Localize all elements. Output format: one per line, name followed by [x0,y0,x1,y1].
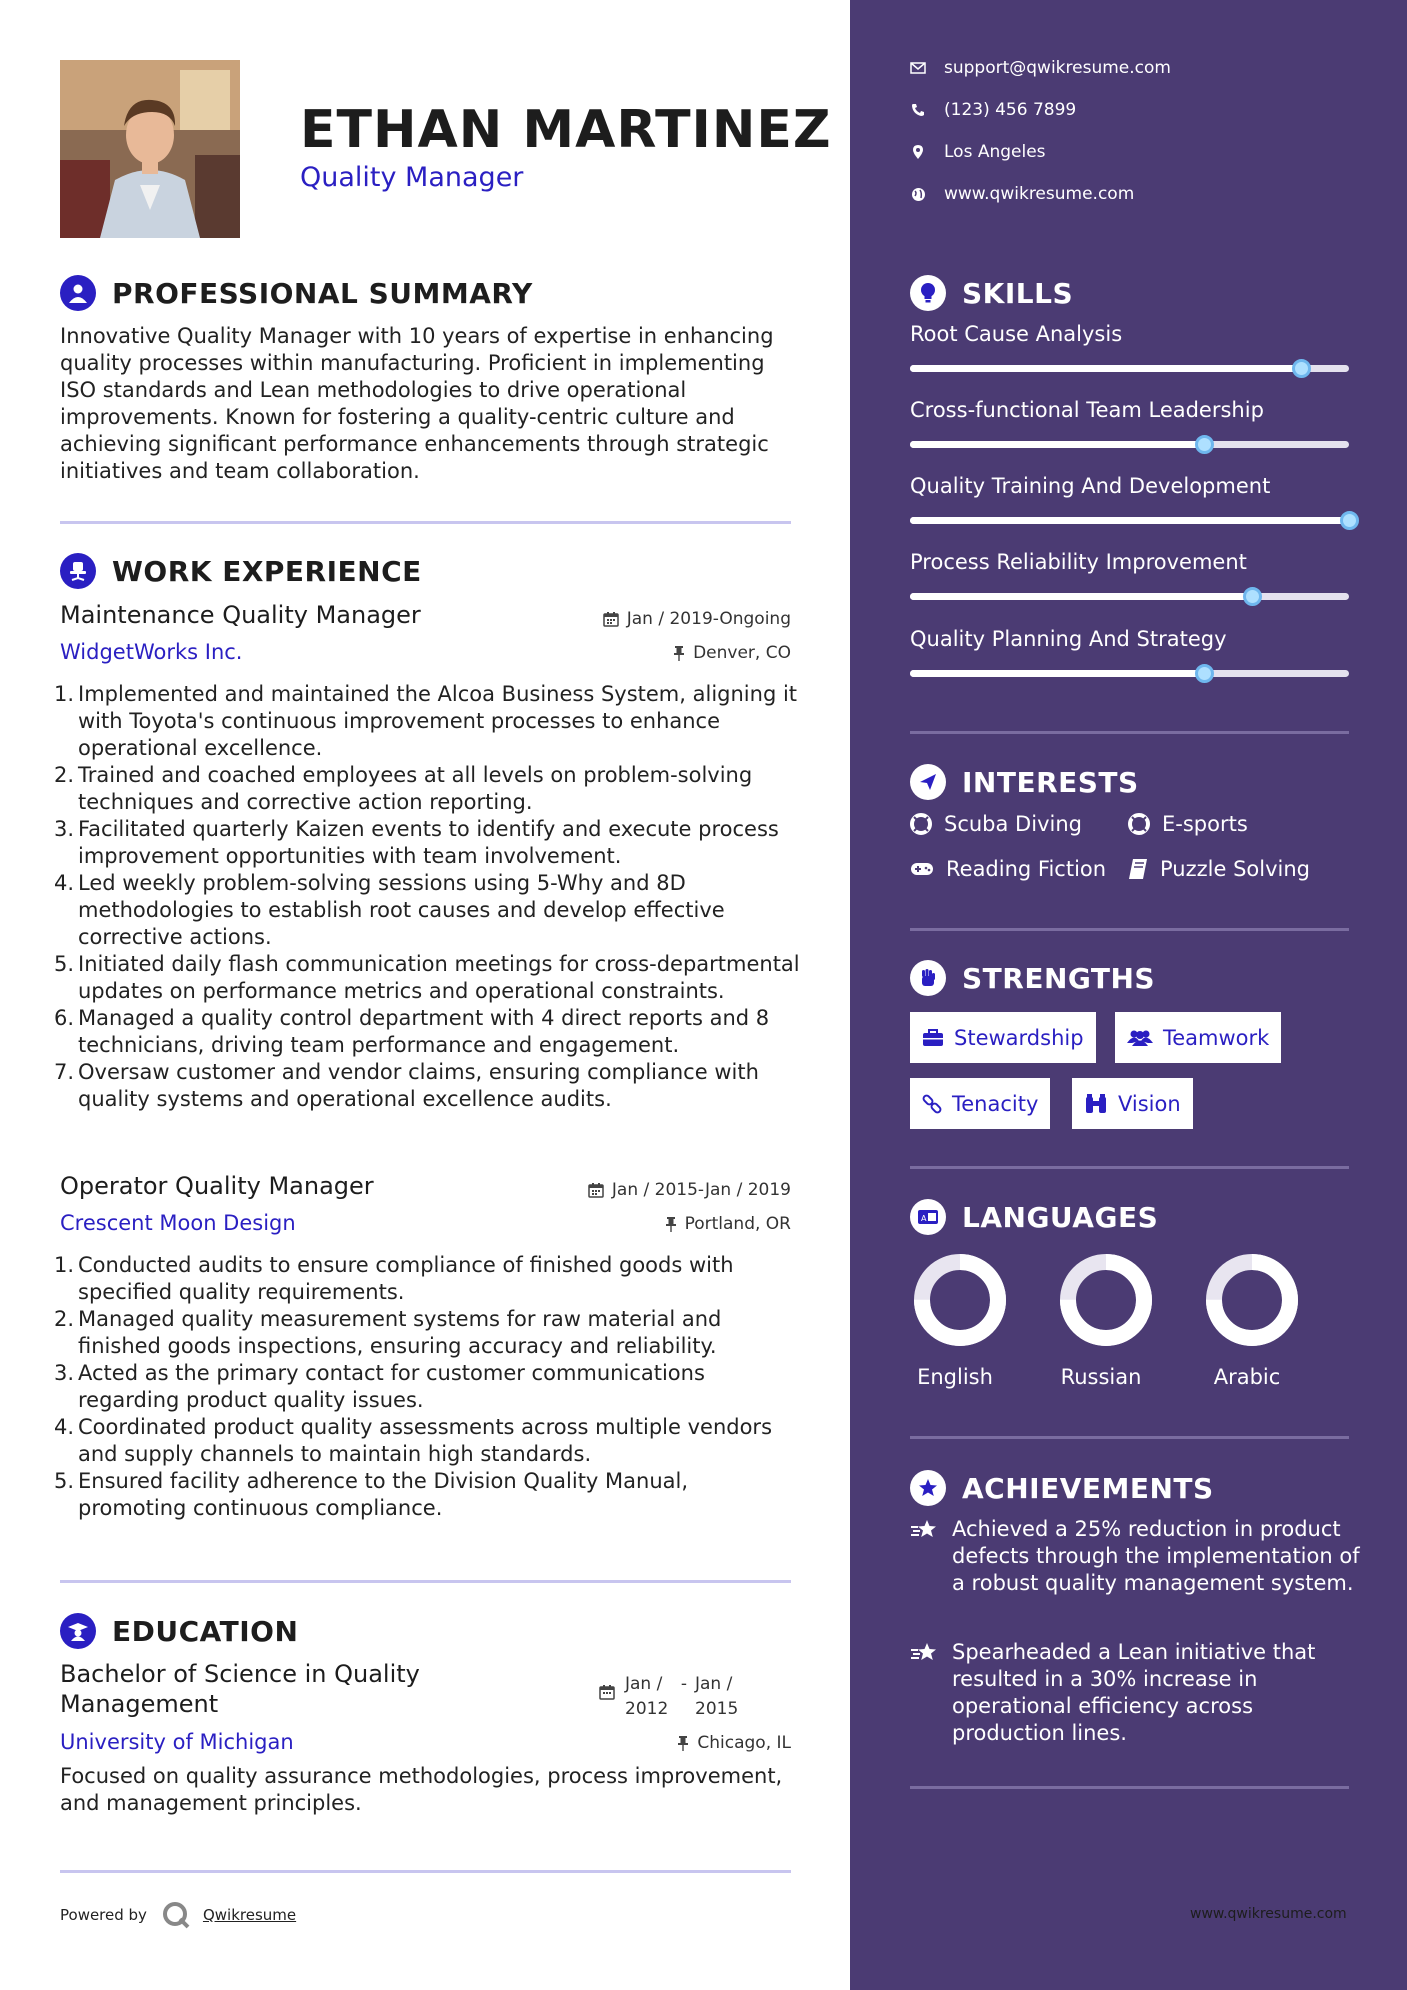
interest-label: Reading Fiction [946,857,1107,881]
profile-photo [60,60,240,238]
footer-site[interactable]: www.qwikresume.com [1190,1906,1347,1922]
shooting-star-icon [910,1518,938,1542]
skill-bar-fill [910,670,1204,677]
list-item: Oversaw customer and vendor claims, ensuring compliance with quality systems and operational excellence audits. [78,1060,759,1111]
skill-bar [910,670,1349,677]
job-duties [60,1252,800,1522]
skill-bar-fill [910,441,1204,448]
divider [910,1786,1349,1789]
skill-bar-fill [910,365,1301,372]
education-title: EDUCATION [112,1614,299,1648]
education-end-date: Jan / 2015 [695,1674,739,1719]
envelope-icon [910,62,926,74]
interest-item [1128,857,1310,881]
calendar-icon [588,1182,604,1198]
skill-level-knob [1195,664,1214,683]
divider [910,731,1349,734]
website-text: www.qwikresume.com [944,184,1135,204]
date-separator: - [680,1674,688,1694]
achievement-text: Achieved a 25% reduction in product defects through the implementation of a robust quality management system. [952,1517,1360,1595]
footer-powered [60,1900,296,1930]
contact-website[interactable] [910,184,1134,204]
graduate-icon [60,1613,96,1649]
list-item: Initiated daily flash communication meetings for cross-departmental updates on performance metrics and operational constraints. [78,952,800,1003]
language-label: Arabic [1213,1365,1281,1389]
experience-heading [60,553,422,589]
divider [60,1870,791,1873]
sidebar [850,0,1407,1990]
user-icon [60,275,96,311]
qwikresume-link[interactable]: Qwikresume [202,1906,297,1924]
divider [60,521,791,524]
link-icon [922,1094,942,1114]
summary-heading [60,275,533,311]
job-location [665,1214,791,1234]
svg-text:A: A [921,1214,927,1223]
skill-bar [910,441,1349,448]
languages-heading [910,1199,1158,1235]
gamepad-icon [910,861,934,877]
summary-text: Innovative Quality Manager with 10 years of expertise in enhancing quality processes within manufacturing. Proficient in implementing ISO standards and Lean methodologies to drive operational improvements. Known for fostering a quality-centric culture and achieving significant performance enhancements through strategic initiatives and team collaboration. [60,324,774,483]
job-company: Crescent Moon Design [60,1211,296,1235]
skills-heading [910,275,1073,311]
globe-icon [910,187,926,202]
skill-bar-fill [910,593,1252,600]
job-company: WidgetWorks Inc. [60,640,243,664]
powered-by-label: Powered by [60,1906,147,1924]
strength-label: Tenacity [952,1091,1039,1116]
experience-title: WORK EXPERIENCE [112,554,422,588]
strengths-heading [910,960,1155,996]
job-role: Maintenance Quality Manager [60,601,421,629]
map-marker-icon [910,144,926,160]
education-date [599,1672,743,1722]
education-location-text: Chicago, IL [697,1733,791,1753]
divider [910,1166,1349,1169]
interests-heading [910,764,1139,800]
job-date-text: Jan / 2019-Ongoing [626,609,791,629]
degree: Bachelor of Science in Quality Management [60,1660,420,1718]
skill-bar [910,365,1349,372]
job-location [673,643,791,663]
education-start-date: Jan / 2012 [625,1674,669,1719]
contact-phone[interactable] [910,100,1076,120]
strength-badge [1115,1012,1281,1063]
interest-label: Scuba Diving [944,812,1082,836]
skill-bar [910,593,1349,600]
list-item: Ensured facility adherence to the Division Quality Manual, promoting continuous compliance. [78,1469,689,1520]
strength-badge [1072,1078,1193,1129]
list-item: Managed a quality control department with 4 direct reports and 8 technicians, driving team performance and engagement. [78,1006,770,1057]
language-ring [1197,1250,1307,1354]
skill-label: Quality Training And Development [910,474,1271,498]
interest-item [1128,812,1248,836]
strengths-title: STRENGTHS [962,961,1156,995]
job-location-text: Denver, CO [693,643,791,663]
skill-level-knob [1243,587,1262,606]
school: University of Michigan [60,1730,294,1754]
education-text: Focused on quality assurance methodologies, process improvement, and management principles. [60,1764,783,1815]
skill-level-knob [1340,511,1359,530]
language-ring [1051,1250,1161,1354]
candidate-name: ETHAN MARTINEZ [300,100,832,160]
education-heading [60,1613,298,1649]
binoculars-icon [1084,1094,1108,1114]
lightbulb-icon [910,275,946,311]
translate-icon [910,1199,946,1235]
skill-label: Cross-functional Team Leadership [910,398,1264,422]
job-date [603,609,791,629]
strength-label: Teamwork [1163,1025,1270,1050]
job-date [588,1180,791,1200]
language-label: Russian [1060,1365,1142,1389]
achievements-heading [910,1470,1214,1506]
strength-label: Vision [1118,1091,1181,1116]
list-item: Conducted audits to ensure compliance of finished goods with specified quality requirements. [78,1253,734,1304]
job-role: Operator Quality Manager [60,1172,374,1200]
star-badge-icon [910,1470,946,1506]
life-ring-icon [910,813,932,835]
paper-plane-icon [910,764,946,800]
life-ring-icon [1128,813,1150,835]
achievements-title: ACHIEVEMENTS [962,1471,1214,1505]
users-icon [1127,1029,1153,1047]
list-item: Facilitated quarterly Kaizen events to identify and execute process improvement opportunities with team involvement. [78,817,779,868]
list-item: Led weekly problem-solving sessions using 5-Why and 8D methodologies to establish root causes and develop effective corrective actions. [78,871,725,949]
contact-location [910,142,1046,162]
language-ring [905,1250,1015,1354]
shooting-star-icon [910,1641,938,1665]
skill-bar [910,517,1349,524]
skill-label: Root Cause Analysis [910,322,1123,346]
interest-item [910,857,1106,881]
strength-badge [910,1012,1096,1063]
contact-email[interactable] [910,58,1171,78]
briefcase-icon [922,1029,944,1047]
achievement-item [910,1639,1360,1747]
list-item: Implemented and maintained the Alcoa Business System, aligning it with Toyota's continuous improvement processes to enhance operational excellence. [78,682,798,760]
strength-badge [910,1078,1050,1129]
languages-title: LANGUAGES [962,1200,1159,1234]
phone-icon [910,103,926,117]
divider [910,1436,1349,1439]
summary-title: PROFESSIONAL SUMMARY [112,276,533,310]
job-duties [60,681,800,1113]
pin-icon [677,1735,689,1751]
qwikresume-logo-icon [161,1900,191,1930]
office-chair-icon [60,553,96,589]
list-item: Coordinated product quality assessments across multiple vendors and supply channels to maintain high standards. [78,1415,773,1466]
job-location-text: Portland, OR [684,1214,791,1234]
interests-title: INTERESTS [962,765,1139,799]
achievement-text: Spearheaded a Lean initiative that resulted in a 30% increase in operational efficiency across production lines. [952,1640,1316,1745]
calendar-icon [599,1684,615,1700]
skill-label: Quality Planning And Strategy [910,627,1227,651]
book-icon [1128,858,1148,880]
calendar-icon [603,611,619,627]
email-text: support@qwikresume.com [944,58,1171,78]
skill-label: Process Reliability Improvement [910,550,1247,574]
fist-icon [910,960,946,996]
job-date-text: Jan / 2015-Jan / 2019 [611,1180,791,1200]
education-location [677,1733,791,1753]
divider [910,928,1349,931]
achievement-item [910,1516,1360,1597]
strength-label: Stewardship [954,1025,1084,1050]
list-item: Acted as the primary contact for customer communications regarding product quality issues. [78,1361,705,1412]
interest-item [910,812,1082,836]
pin-icon [673,645,685,661]
candidate-title: Quality Manager [300,162,524,193]
divider [60,1580,791,1583]
skills-title: SKILLS [962,276,1074,310]
skill-level-knob [1195,435,1214,454]
skill-bar-fill [910,517,1349,524]
interest-label: E-sports [1162,812,1248,836]
list-item: Trained and coached employees at all levels on problem-solving techniques and corrective action reporting. [78,763,753,814]
skill-level-knob [1292,359,1311,378]
language-label: English [917,1365,993,1389]
interest-label: Puzzle Solving [1160,857,1310,881]
pin-icon [665,1216,677,1232]
list-item: Managed quality measurement systems for raw material and finished goods inspections, ensuring accuracy and reliability. [78,1307,722,1358]
phone-text: (123) 456 7899 [944,100,1077,120]
location-text: Los Angeles [944,142,1046,162]
